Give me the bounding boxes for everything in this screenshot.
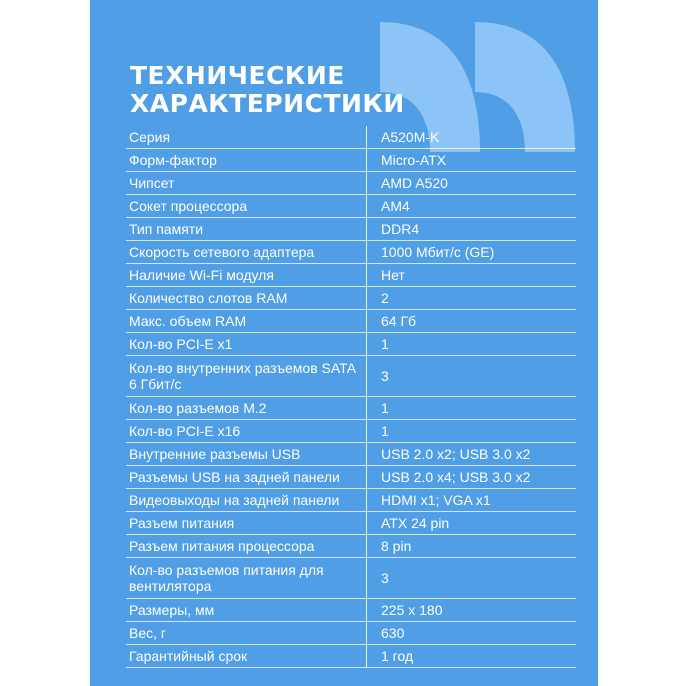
spec-key: Разъем питания [129, 515, 235, 531]
spec-row [126, 535, 576, 558]
spec-row [126, 512, 576, 535]
spec-key: Количество слотов RAM [129, 290, 288, 306]
spec-key: Макс. объем RAM [129, 313, 247, 329]
spec-value: 3 [366, 356, 576, 396]
spec-key: Видеовыходы на задней панели [129, 492, 340, 508]
spec-key: Сокет процессора [129, 198, 248, 214]
spec-key: Наличие Wi-Fi модуля [129, 267, 274, 283]
spec-key: Разъем питания процессора [129, 538, 315, 554]
spec-row [126, 466, 576, 489]
spec-value: 225 x 180 [366, 599, 576, 621]
spec-value: 1000 Мбит/с (GE) [366, 241, 576, 263]
spec-value: A520M-K [366, 126, 576, 148]
spec-row [126, 622, 576, 645]
spec-table [126, 126, 576, 668]
spec-value: HDMI x1; VGA x1 [366, 489, 576, 511]
spec-value: 630 [366, 622, 576, 644]
spec-row [126, 172, 576, 195]
spec-value: USB 2.0 x2; USB 3.0 x2 [366, 443, 576, 465]
spec-row [126, 310, 576, 333]
spec-row [126, 645, 576, 668]
spec-key: Кол-во внутренних разъемов SATA 6 Гбит/с [129, 360, 356, 392]
spec-key: Вес, г [129, 625, 167, 641]
spec-row [126, 126, 576, 149]
spec-key: Скорость сетевого адаптера [129, 244, 315, 260]
spec-value: 1 [366, 420, 576, 442]
spec-key: Форм-фактор [129, 152, 217, 168]
spec-row [126, 149, 576, 172]
spec-value: 3 [366, 558, 576, 598]
spec-value: 8 pin [366, 535, 576, 557]
spec-value: 1 год [366, 645, 576, 667]
spec-key: Размеры, мм [129, 602, 215, 618]
spec-row [126, 241, 576, 264]
spec-key: Разъемы USB на задней панели [129, 469, 340, 485]
spec-value: 64 Гб [366, 310, 576, 332]
spec-card [90, 0, 598, 686]
spec-row [126, 287, 576, 310]
spec-key: Чипсет [129, 175, 175, 191]
spec-row [126, 264, 576, 287]
spec-value: AMD A520 [366, 172, 576, 194]
spec-value: USB 2.0 x4; USB 3.0 x2 [366, 466, 576, 488]
spec-value: AM4 [366, 195, 576, 217]
spec-key: Кол-во разъемов M.2 [129, 400, 267, 416]
spec-value: ATX 24 pin [366, 512, 576, 534]
spec-value: 2 [366, 287, 576, 309]
spec-key: Кол-во PCI-E x1 [129, 336, 233, 352]
page-title [130, 62, 405, 118]
spec-key: Внутренние разъемы USB [129, 446, 301, 462]
spec-value: 1 [366, 397, 576, 419]
spec-row [126, 356, 576, 397]
spec-key: Гарантийный срок [129, 648, 248, 664]
spec-row [126, 420, 576, 443]
spec-row [126, 397, 576, 420]
spec-value: Нет [366, 264, 576, 286]
spec-key: Кол-во PCI-E x16 [129, 423, 241, 439]
title-line-2: ХАРАКТЕРИСТИКИ [130, 89, 405, 118]
spec-row [126, 443, 576, 466]
spec-key: Серия [129, 129, 171, 145]
spec-value: DDR4 [366, 218, 576, 240]
spec-value: 1 [366, 333, 576, 355]
spec-key: Кол-во разъемов питания для вентилятора [129, 562, 324, 594]
spec-row [126, 599, 576, 622]
spec-row [126, 558, 576, 599]
spec-value: Micro-ATX [366, 149, 576, 171]
spec-row [126, 218, 576, 241]
spec-row [126, 489, 576, 512]
spec-row [126, 195, 576, 218]
title-line-1: ТЕХНИЧЕСКИЕ [130, 61, 345, 90]
spec-key: Тип памяти [129, 221, 204, 237]
spec-row [126, 333, 576, 356]
